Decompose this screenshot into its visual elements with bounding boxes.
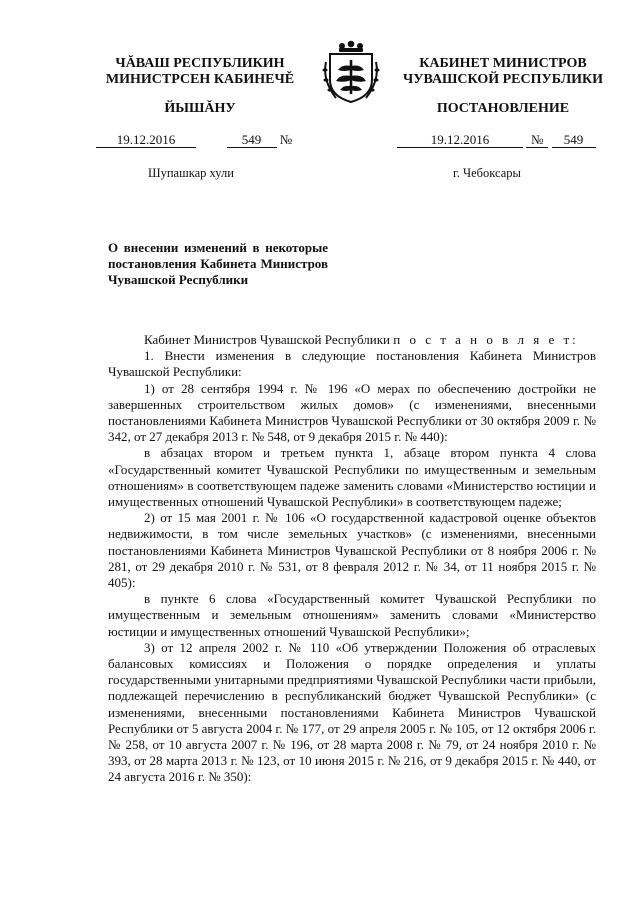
document-type-right: ПОСТАНОВЛЕНИЕ <box>436 101 570 116</box>
number-sign-left: № <box>279 132 293 147</box>
chuvash-coat-of-arms-icon <box>320 40 382 106</box>
header-left-line2: МИНИСТРСЕН КАБИНЕЧĚ <box>105 72 295 87</box>
header-right-line1: КАБИНЕТ МИНИСТРОВ <box>419 56 587 71</box>
document-number-right <box>397 132 627 148</box>
date-right: 19.12.2016 <box>397 132 523 148</box>
header-left <box>90 56 310 88</box>
number-sign-right: № <box>526 132 548 148</box>
body-paragraph: в абзацах втором и третьем пункта 1, абзаце втором пункта 4 слова «Государственный комитет Чувашской Республики по имущественным и земельным отношениям» в соответствующем падеже заменить словами «Министерство юстиции и имущественных отношений Чувашской Республики» в соответствующем падеже; <box>108 445 596 510</box>
number-right: 549 <box>552 132 596 148</box>
document-body <box>108 332 596 786</box>
body-paragraph: 1) от 28 сентября 1994 г. № 196 «О мерах по обеспечению достройки не завершенных строительством жилых домов» (с изменениями, внесенными постановлениями Кабинета Министров Чувашской Республики от 30 октября 2009 г. № 342, от 27 декабря 2013 г. № 548, от 9 декабря 2015 г. № 440): <box>108 380 596 445</box>
place-left: Шупашкар хули <box>148 166 234 180</box>
date-left: 19.12.2016 <box>96 132 196 148</box>
document-number-left <box>96 132 316 148</box>
intro-resolves: п о с т а н о в л я е т: <box>393 332 579 347</box>
body-paragraph: 2) от 15 мая 2001 г. № 106 «О государственной кадастровой оценке объектов недвижимости, в том числе земельных участков» (с изменениями, внесенными постановлениями Кабинета Министров Чувашской Республики от 8 ноября 2006 г. № 281, от 29 декабря 2010 г. № 531, от 8 февраля 2012 г. № 34, от 11 ноября 2015 г. № 405): <box>108 510 596 591</box>
document-subject: О внесении изменений в некоторые постановления Кабинета Министров Чувашской Республики <box>108 240 328 287</box>
body-paragraph: 3) от 12 апреля 2002 г. № 110 «Об утверждении Положения об отраслевых балансовых комиссиях и Положения о порядке определения и уплаты государственными унитарными предприятиями Чувашской Республики части прибыли, подлежащей перечислению в республиканский бюджет Чувашской Республики» (с изменениями, внесенными постановлениями Кабинета Министров Чувашской Республики от 5 августа 2004 г. № 177, от 29 апреля 2005 г. № 105, от 12 октября 2006 г. № 258, от 10 августа 2007 г. № 196, от 28 марта 2008 г. № 79, от 24 ноября 2010 г. № 393, от 28 марта 2013 г. № 123, от 10 июня 2015 г. № 216, от 9 декабря 2015 г. № 440, от 24 августа 2016 г. № 350): <box>108 639 596 785</box>
number-left: 549 <box>227 132 277 148</box>
body-paragraph: в пункте 6 слова «Государственный комитет Чувашской Республики по имущественным и земельным отношениям» заменить словами «Министерство юстиции и имущественных отношений Чувашской Республики»; <box>108 591 596 639</box>
header-right <box>388 56 618 88</box>
body-paragraph: 1. Внести изменения в следующие постановления Кабинета Министров Чувашской Республики: <box>108 348 596 380</box>
document-type-left: ЙЫШĂНУ <box>164 101 236 116</box>
intro-text: Кабинет Министров Чувашской Республики <box>144 332 390 347</box>
intro-paragraph <box>108 332 596 348</box>
header-left-line1: ЧĂВАШ РЕСПУБЛИКИН <box>115 56 285 71</box>
header-right-line2: ЧУВАШСКОЙ РЕСПУБЛИКИ <box>402 72 604 87</box>
place-right: г. Чебоксары <box>453 166 521 180</box>
